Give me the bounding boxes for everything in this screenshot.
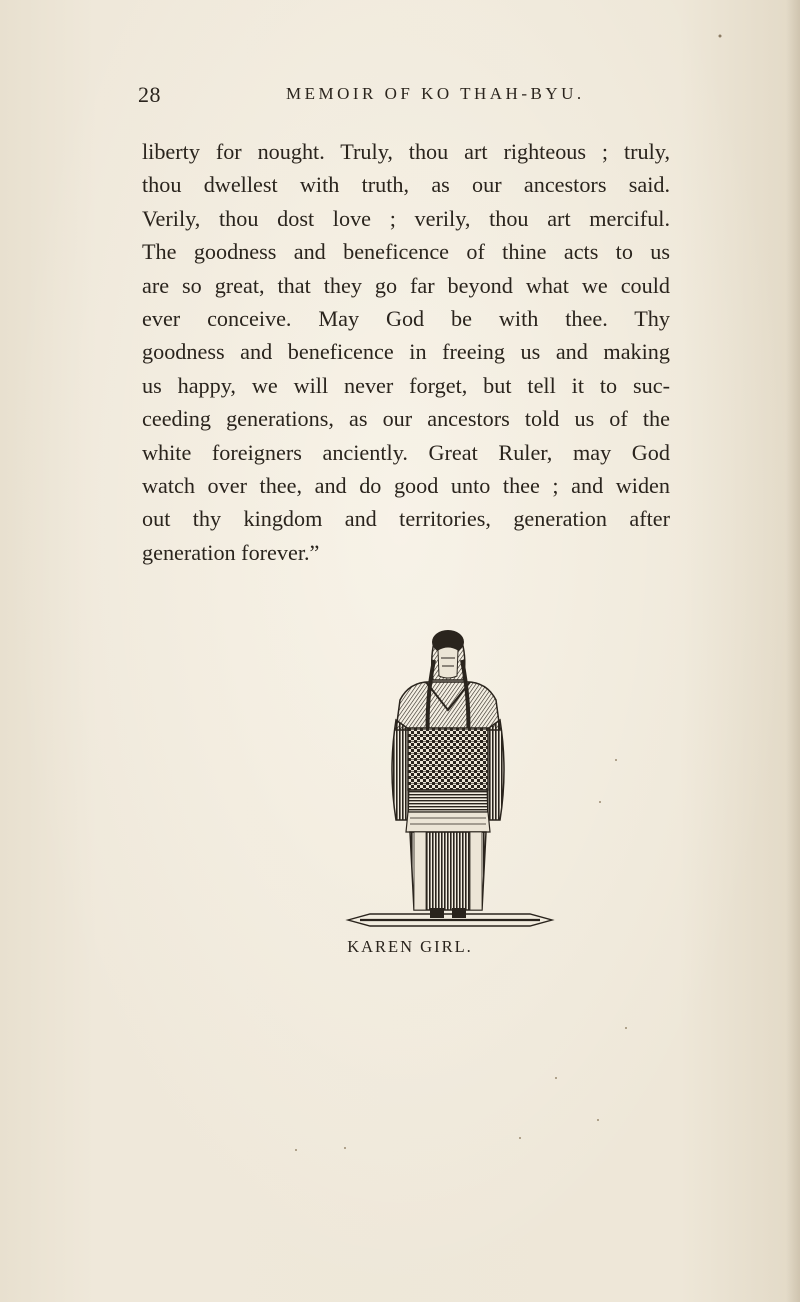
page-number: 28 (138, 82, 161, 107)
text-line: Verily, thou dost love ; verily, thou art merciful. (142, 205, 670, 231)
text-line: thou dwellest with truth, as our ancestors said. (142, 172, 670, 198)
text-line: us happy, we will never forget, but tell it to suc- (142, 372, 670, 398)
text-line: The goodness and beneficence of thine acts to us (142, 239, 670, 265)
text-line: are so great, that they go far beyond what we could (142, 272, 670, 298)
text-line: watch over thee, and do good unto thee ; and widen (142, 472, 670, 498)
text-line: out thy kingdom and territories, generation after (142, 506, 670, 532)
text-line: generation forever.” (142, 539, 320, 565)
figure-caption: KAREN GIRL. (347, 937, 473, 956)
text-line: ever conceive. May God be with thee. Thy (142, 305, 670, 331)
text-line: ceeding generations, as our ancestors told us of the (142, 406, 670, 432)
running-title: MEMOIR OF KO THAH-BYU. (286, 84, 585, 103)
text-line: white foreigners anciently. Great Ruler, may God (142, 439, 670, 465)
text-line: liberty for nought. Truly, thou art righteous ; truly, (142, 139, 670, 164)
text-line: goodness and beneficence in freeing us and making (142, 339, 670, 365)
